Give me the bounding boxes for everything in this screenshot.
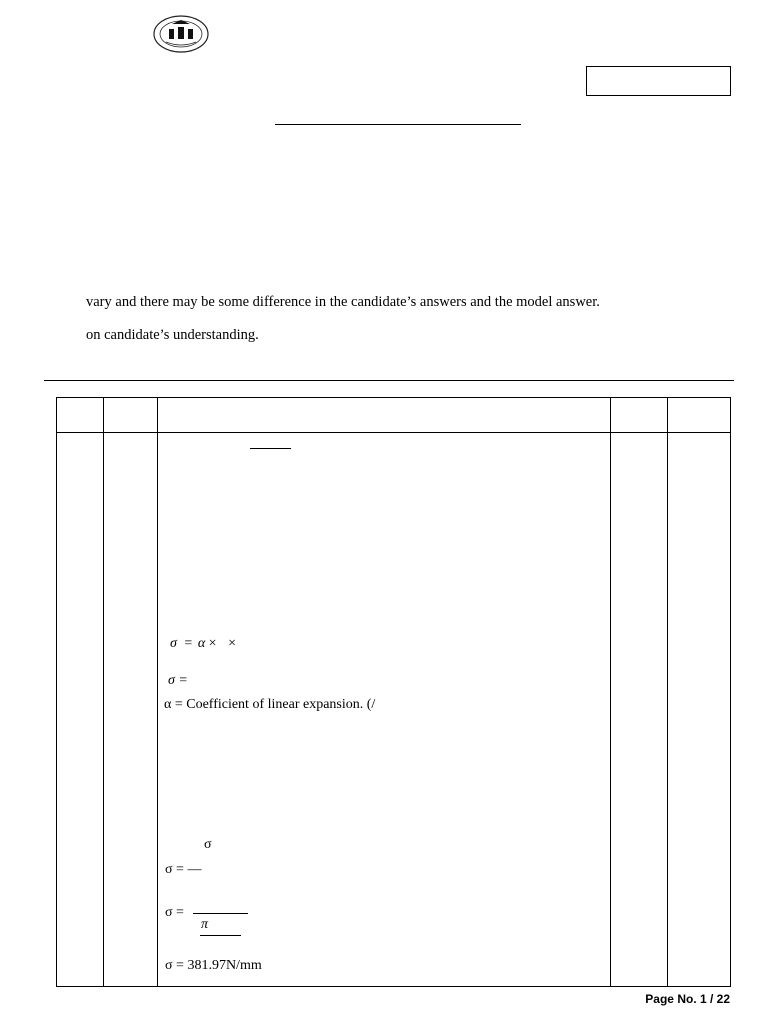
page-number: Page No. 1 / 22 <box>645 992 730 1006</box>
header-row-divider <box>57 432 730 433</box>
stress-formula: σ = α × × <box>170 636 236 651</box>
section-divider <box>44 380 734 381</box>
board-seal-icon <box>152 14 210 54</box>
column-divider-1 <box>103 398 104 986</box>
sigma-symbol: σ <box>204 837 212 852</box>
alpha-definition: α = Coefficient of linear expansion. (/ <box>164 697 376 712</box>
pi-symbol: π <box>201 917 209 932</box>
stress-fraction: σ = — <box>165 862 202 877</box>
stress-equation-3: σ = <box>165 905 184 920</box>
instruction-line-1: vary and there may be some difference in the candidate’s answers and the model answer. <box>86 294 600 310</box>
answer-table <box>56 397 731 987</box>
subject-code-box <box>586 66 731 96</box>
stress-equation-2: σ = <box>168 673 188 688</box>
fraction-bar-2 <box>200 935 241 936</box>
answer-underline <box>250 448 291 449</box>
title-underline <box>275 124 521 125</box>
column-divider-3 <box>610 398 611 986</box>
column-divider-4 <box>667 398 668 986</box>
fraction-bar-1 <box>193 913 248 914</box>
instruction-line-2: on candidate’s understanding. <box>86 327 259 343</box>
column-divider-2 <box>157 398 158 986</box>
result-line: σ = 381.97N/mm <box>165 958 262 973</box>
